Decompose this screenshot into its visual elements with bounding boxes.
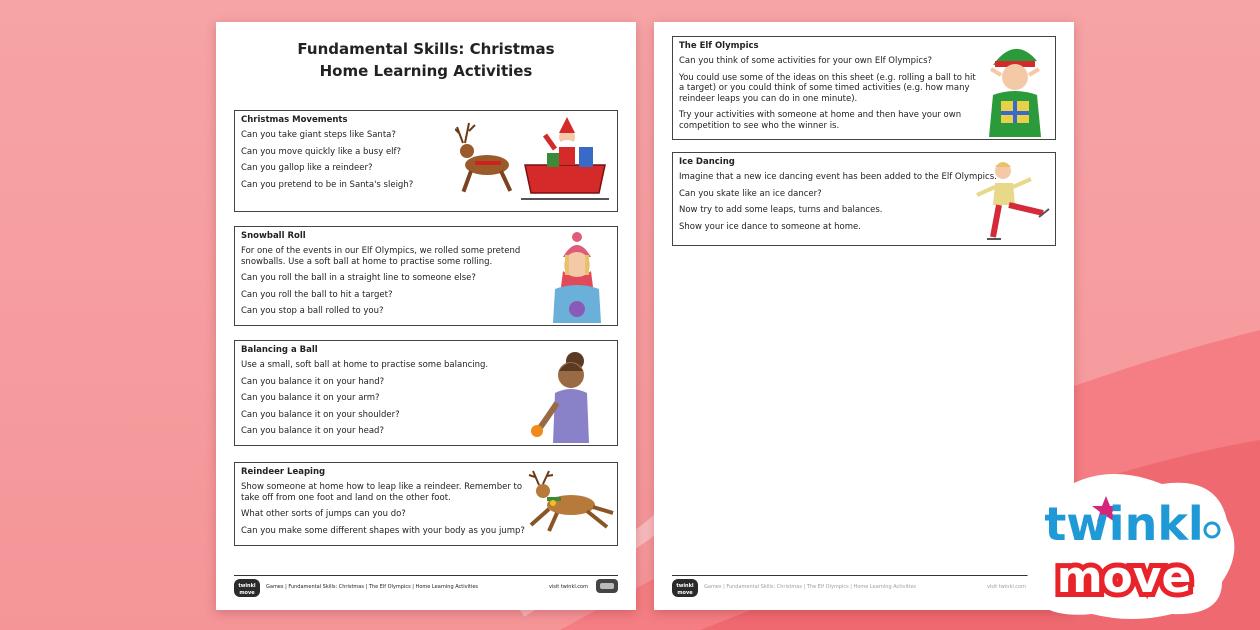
section-line: Can you balance it on your arm? [241, 393, 380, 403]
badge-icon [596, 579, 618, 593]
ice-skater-illustration [973, 157, 1053, 243]
section-line: Can you take giant steps like Santa? [241, 130, 396, 140]
section-line: Use a small, soft ball at home to practise some balancing. [241, 360, 489, 370]
section-line: Can you balance it on your shoulder? [241, 409, 400, 420]
logo-word-twinkl: twinkl [1044, 497, 1204, 551]
worksheet-page-1 [216, 22, 636, 610]
section-line: Try your activities with someone at home and then have your own competition to see who the winner is. [679, 110, 962, 131]
elf-with-present-illustration [979, 41, 1049, 137]
page-footer [672, 575, 1056, 596]
section-heading: Reindeer Leaping [241, 467, 326, 477]
section-line: Show someone at home how to leap like a reindeer. Remember to take off from one foot and land on the other foot. [241, 482, 523, 503]
footer-logo-word2: move [239, 590, 255, 596]
section-line: Can you roll the ball in a straight line to someone else? [241, 273, 476, 283]
section-line: Can you think of some activities for your own Elf Olympics? [679, 56, 933, 66]
section-line: Can you balance it on your head? [241, 426, 384, 436]
footer-logo-word1: twinkl [676, 583, 694, 589]
section-line: For one of the events in our Elf Olympics, we rolled some pretend snowballs. Use a soft ball at home to practise some rolling. [241, 246, 521, 267]
section-line: Imagine that a new ice dancing event has been added to the Elf Olympics. [679, 172, 997, 182]
section-line: Can you roll the ball to hit a target? [241, 289, 393, 300]
title-line-1: Fundamental Skills: Christmas [297, 40, 555, 58]
footer-text: Games | Fundamental Skills: Christmas | The Elf Olympics | Home Learning Activities [266, 584, 479, 590]
title-line-2: Home Learning Activities [319, 62, 533, 80]
child-balancing-ball-illustration [525, 347, 605, 443]
section-heading: Balancing a Ball [241, 345, 318, 355]
footer-logo-word1: twinkl [238, 583, 256, 589]
page-footer [234, 575, 618, 596]
section-line: Can you pretend to be in Santa's sleigh? [241, 179, 414, 190]
worksheet-page-2 [654, 22, 1074, 610]
section-heading: Ice Dancing [679, 157, 735, 167]
section-line: Can you stop a ball rolled to you? [241, 306, 384, 316]
section-elf-olympics [672, 36, 1056, 140]
section-line: Now try to add some leaps, turns and balances. [679, 205, 883, 215]
twinkl-move-footer-logo [234, 579, 260, 597]
section-balancing-a-ball [234, 340, 618, 446]
footer-logo-word2: move [677, 590, 693, 596]
section-snowball-roll [234, 226, 618, 326]
section-line: Can you skate like an ice dancer? [679, 188, 822, 199]
section-line: Can you move quickly like a busy elf? [241, 146, 402, 157]
section-line: Show your ice dance to someone at home. [679, 221, 861, 232]
section-heading: Snowball Roll [241, 231, 306, 241]
section-heading: The Elf Olympics [679, 41, 759, 51]
child-winter-hat-illustration [541, 231, 611, 323]
document-title [216, 38, 636, 82]
section-heading: Christmas Movements [241, 115, 348, 125]
section-line: Can you make some different shapes with your body as you jump? [241, 525, 525, 536]
logo-word-move: move [1056, 552, 1192, 603]
leaping-reindeer-illustration [527, 469, 615, 539]
footer-text: Games | Fundamental Skills: Christmas | The Elf Olympics | Home Learning Activities [704, 584, 917, 590]
section-reindeer-leaping [234, 462, 618, 546]
section-line: Can you gallop like a reindeer? [241, 163, 373, 173]
santa-sleigh-reindeer-illustration [455, 115, 615, 207]
section-ice-dancing [672, 152, 1056, 246]
section-line: Can you balance it on your hand? [241, 376, 385, 387]
section-line: What other sorts of jumps can you do? [241, 509, 406, 519]
twinkl-move-footer-logo [672, 579, 698, 597]
footer-url[interactable]: visit twinkl.com [986, 584, 1026, 590]
section-christmas-movements [234, 110, 618, 212]
section-line: You could use some of the ideas on this sheet (e.g. rolling a ball to hit a target) or you could think of some timed activities (e.g. how many reindeer leaps you can do in one minute). [679, 72, 976, 104]
footer-url[interactable]: visit twinkl.com [548, 584, 588, 590]
twinkl-move-logo [1012, 470, 1242, 620]
